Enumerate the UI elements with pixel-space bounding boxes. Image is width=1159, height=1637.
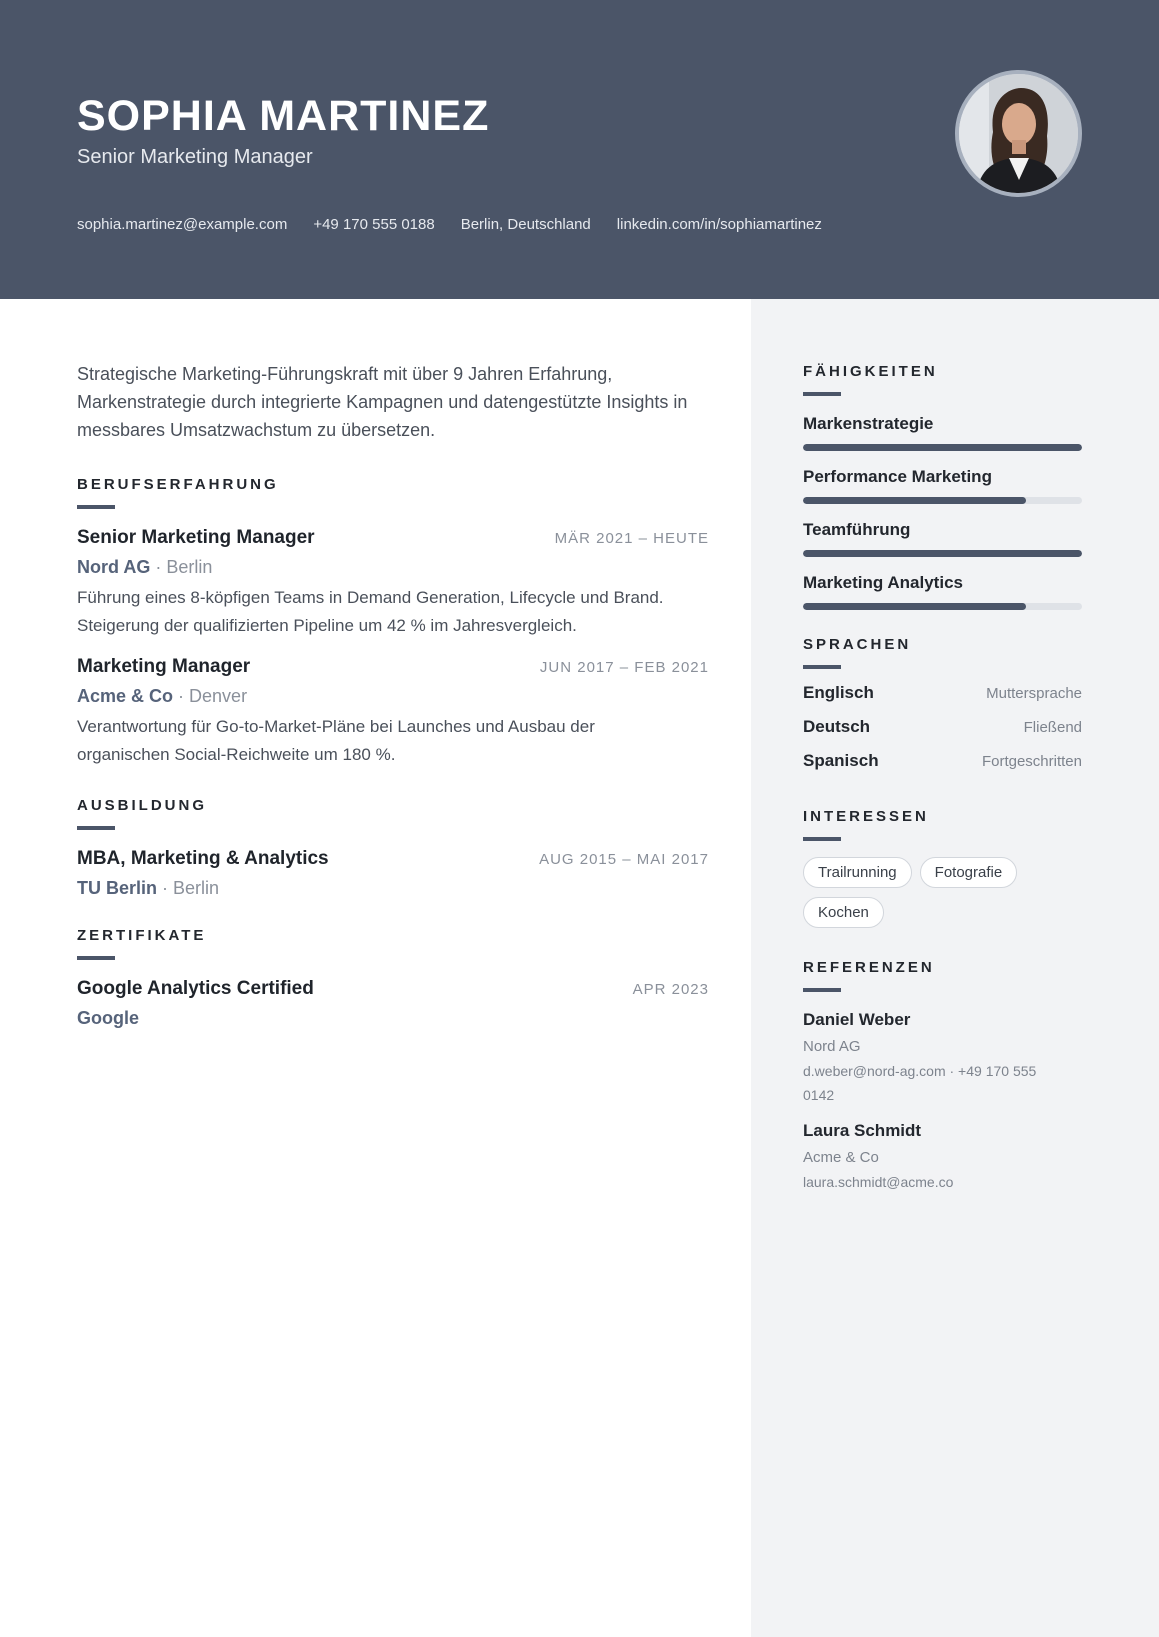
- job-description: Verantwortung für Go-to-Market-Pläne bei Launches und Ausbau der organischen Social-Reichweite um 180 %.: [77, 717, 595, 764]
- certificate-entry: [77, 978, 709, 1029]
- language-level: Fließend: [1023, 719, 1082, 736]
- section-rule: [77, 826, 115, 830]
- job-title: Senior Marketing Manager: [77, 527, 315, 548]
- reference-company: Nord AG: [803, 1038, 861, 1055]
- interests-section: [803, 808, 1082, 928]
- section-rule: [803, 837, 841, 841]
- skill-bar-fill: [803, 444, 1082, 451]
- experience-entry: [77, 527, 709, 640]
- skill-bar-fill: [803, 550, 1082, 557]
- candidate-title: Senior Marketing Manager: [77, 146, 313, 168]
- skill-item: [803, 520, 1082, 557]
- contact-location: Berlin, Deutschland: [460, 216, 591, 233]
- interest-chip: Trailrunning: [803, 857, 912, 888]
- section-heading: ZERTIFIKATE: [77, 927, 207, 944]
- language-row: [803, 751, 1082, 785]
- section-heading: BERUFSERFAHRUNG: [77, 476, 279, 493]
- section-rule: [77, 505, 115, 509]
- separator: ·: [150, 557, 167, 577]
- job-title: Marketing Manager: [77, 656, 251, 677]
- interest-chip: Fotografie: [920, 857, 1018, 888]
- skill-bar-track: [803, 603, 1082, 610]
- reference-company: Acme & Co: [803, 1149, 879, 1166]
- language-row: [803, 717, 1082, 751]
- reference-contact: laura.schmidt@acme.co: [803, 1174, 954, 1190]
- section-heading: SPRACHEN: [803, 636, 912, 653]
- certificate-date: APR 2023: [632, 981, 709, 998]
- section-rule: [77, 956, 115, 960]
- section-heading: AUSBILDUNG: [77, 797, 207, 814]
- reference-entry: [803, 1121, 1082, 1194]
- skill-name: Marketing Analytics: [803, 573, 963, 592]
- section-rule: [803, 392, 841, 396]
- contact-email[interactable]: sophia.martinez@example.com: [77, 216, 288, 233]
- section-heading: REFERENZEN: [803, 959, 935, 976]
- profile-photo: [955, 70, 1082, 197]
- skill-name: Performance Marketing: [803, 467, 992, 486]
- language-row: [803, 683, 1082, 717]
- reference-contact: d.weber@nord-ag.com · +49 170 555 0142: [803, 1063, 1037, 1103]
- contact-linkedin[interactable]: linkedin.com/in/sophiamartinez: [616, 216, 822, 233]
- skill-name: Markenstrategie: [803, 414, 934, 433]
- separator: ·: [173, 686, 190, 706]
- candidate-name: SOPHIA MARTINEZ: [77, 92, 490, 140]
- skill-item: [803, 467, 1082, 504]
- job-description: Führung eines 8-köpfigen Teams in Demand Generation, Lifecycle und Brand. Steigerung der qualifizierten Pipeline um 42 % im Jahresvergleich.: [77, 588, 664, 635]
- language-level: Fortgeschritten: [981, 753, 1082, 770]
- section-rule: [803, 988, 841, 992]
- skill-bar-track: [803, 550, 1082, 557]
- skill-bar-track: [803, 497, 1082, 504]
- certificates-section: [77, 927, 709, 1029]
- main-column: [77, 360, 709, 1029]
- degree-title: MBA, Marketing & Analytics: [77, 848, 329, 869]
- profile-summary: Strategische Marketing-Führungskraft mit über 9 Jahren Erfahrung, Markenstrategie durch integrierte Kampagnen und datengestützte Insights in messbares Umsatzwachstum zu übersetzen.: [77, 364, 688, 440]
- skill-name: Teamführung: [803, 520, 911, 539]
- section-heading: INTERESSEN: [803, 808, 929, 825]
- certificate-title: Google Analytics Certified: [77, 978, 314, 999]
- job-dates: MÄR 2021 – HEUTE: [554, 530, 709, 547]
- education-entry: [77, 848, 709, 899]
- skill-bar-track: [803, 444, 1082, 451]
- skill-item: [803, 573, 1082, 610]
- skill-item: [803, 414, 1082, 451]
- language-name: Deutsch: [803, 717, 871, 736]
- skill-bar-fill: [803, 603, 1026, 610]
- skills-section: [803, 363, 1082, 610]
- job-location: Berlin: [166, 557, 213, 577]
- education-section: [77, 797, 709, 899]
- reference-name: Daniel Weber: [803, 1010, 911, 1029]
- interest-chip: Kochen: [803, 897, 884, 928]
- header-banner: [0, 0, 1159, 299]
- school-name: TU Berlin: [77, 878, 158, 898]
- references-section: [803, 959, 1082, 1194]
- experience-section: [77, 476, 709, 769]
- school-location: Berlin: [173, 878, 220, 898]
- reference-name: Laura Schmidt: [803, 1121, 922, 1140]
- section-heading: FÄHIGKEITEN: [803, 363, 938, 380]
- skill-bar-fill: [803, 497, 1026, 504]
- portrait-image: [959, 74, 1078, 193]
- certificate-issuer: Google: [77, 1008, 139, 1028]
- employer-name: Acme & Co: [77, 686, 174, 706]
- contact-phone[interactable]: +49 170 555 0188: [313, 216, 435, 233]
- language-name: Spanisch: [803, 751, 879, 770]
- language-name: Englisch: [803, 683, 874, 702]
- section-rule: [803, 665, 841, 669]
- language-level: Muttersprache: [986, 685, 1082, 702]
- reference-entry: [803, 1010, 1082, 1107]
- languages-section: [803, 636, 1082, 785]
- separator: ·: [157, 878, 174, 898]
- experience-entry: [77, 656, 709, 769]
- employer-name: Nord AG: [77, 557, 151, 577]
- job-dates: JUN 2017 – FEB 2021: [539, 659, 709, 676]
- contact-bar: [77, 216, 822, 233]
- interest-chips: [803, 857, 1043, 928]
- job-location: Denver: [189, 686, 248, 706]
- education-dates: AUG 2015 – MAI 2017: [539, 851, 709, 868]
